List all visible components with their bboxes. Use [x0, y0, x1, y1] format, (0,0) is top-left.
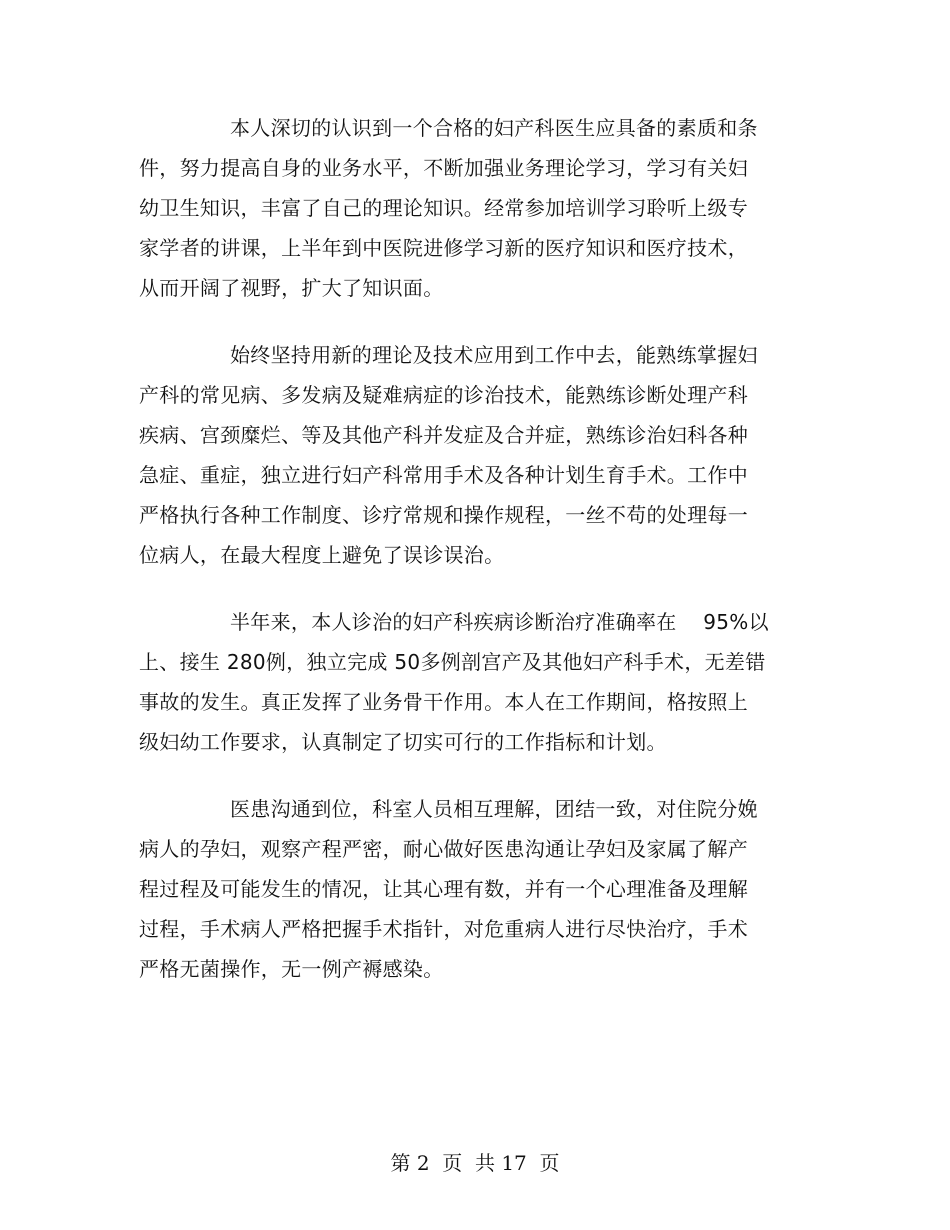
paragraph-line: 家学者的讲课，上半年到中医院进修学习新的医疗知识和医疗技术，	[139, 236, 748, 260]
paragraph-4	[139, 789, 779, 989]
paragraph-1	[139, 108, 779, 308]
paragraph-line: 急症、重症，独立进行妇产科常用手术及各种计划生育手术。工作中	[139, 463, 748, 487]
paragraph-line: 产科的常见病、多发病及疑难病症的诊治技术，能熟练诊断处理产科	[139, 383, 748, 407]
document-body	[139, 108, 779, 1016]
paragraph-line: 半年来，本人诊治的妇产科疾病诊断治疗准确率在 95%以	[230, 610, 769, 634]
paragraph-line: 从而开阔了视野，扩大了知识面。	[139, 276, 444, 300]
paragraph-line: 病人的孕妇，观察产程严密，耐心做好医患沟通让孕妇及家属了解产	[139, 837, 748, 861]
paragraph-line: 幼卫生知识，丰富了自己的理论知识。经常参加培训学习聆听上级专	[139, 196, 748, 220]
paragraph-line: 过程，手术病人严格把握手术指针，对危重病人进行尽快治疗，手术	[139, 917, 748, 941]
paragraph-3	[139, 602, 779, 762]
paragraph-line: 医患沟通到位，科室人员相互理解，团结一致，对住院分娩	[230, 797, 758, 821]
paragraph-line: 件，努力提高自身的业务水平，不断加强业务理论学习，学习有关妇	[139, 156, 748, 180]
paragraph-line: 位病人，在最大程度上避免了误诊误治。	[139, 543, 505, 567]
paragraph-2	[139, 335, 779, 575]
paragraph-line: 本人深切的认识到一个合格的妇产科医生应具备的素质和条	[230, 116, 758, 140]
page-number-footer: 第 2 页 共 17 页	[390, 1151, 560, 1175]
paragraph-line: 疾病、宫颈糜烂、等及其他产科并发症及合并症，熟练诊治妇科各种	[139, 423, 748, 447]
paragraph-line: 始终坚持用新的理论及技术应用到工作中去，能熟练掌握妇	[230, 343, 758, 367]
paragraph-line: 事故的发生。真正发挥了业务骨干作用。本人在工作期间，格按照上	[139, 690, 748, 714]
paragraph-line: 严格执行各种工作制度、诊疗常规和操作规程，一丝不苟的处理每一	[139, 503, 748, 527]
paragraph-line: 严格无菌操作，无一例产褥感染。	[139, 957, 444, 981]
paragraph-line: 上、接生 280例，独立完成 50多例剖宫产及其他妇产科手术，无差错	[139, 650, 766, 674]
paragraph-line: 级妇幼工作要求，认真制定了切实可行的工作指标和计划。	[139, 730, 667, 754]
paragraph-line: 程过程及可能发生的情况，让其心理有数，并有一个心理准备及理解	[139, 877, 748, 901]
